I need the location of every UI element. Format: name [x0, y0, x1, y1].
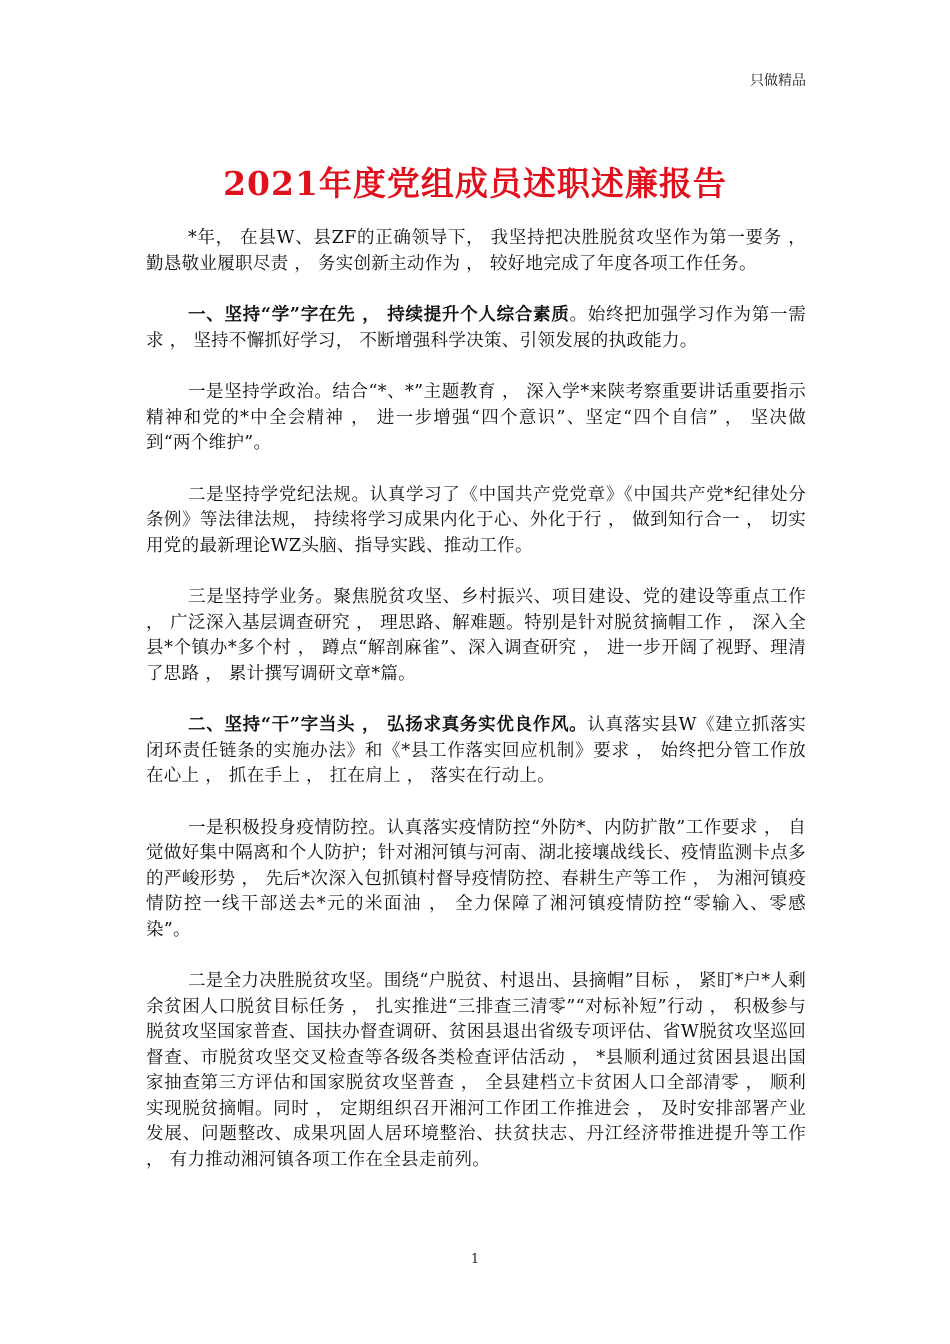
paragraph-section-1	[146, 303, 806, 354]
paragraph-text: 。始终把加强学习作为第一需求 ， 坚持不懈抓好学习， 不断增强科学决策、引领发展的执政能力。	[146, 305, 806, 351]
paragraph-study-business	[146, 585, 806, 687]
paragraph-poverty-alleviation	[146, 969, 806, 1173]
paragraph-text: 一是积极投身疫情防控。认真落实疫情防控“外防*、内防扩散”工作要求 ， 自觉做好集中隔离和个人防护；针对湘河镇与河南、湖北接壤战线长、疫情监测卡点多的严峻形势 ， 先后*次深入包抓镇村督导疫情防控、春耕生产等工作 ， 为湘河镇疫情防控一线干部送去*元的米面油 ， 全力保障了湘河镇疫情防控“零输入、零感染”。	[146, 817, 806, 940]
paragraph-text: 二是全力决胜脱贫攻坚。围绕“户脱贫、村退出、县摘帽”目标 ， 紧盯*户*人剩余贫困人口脱贫目标任务 ， 扎实推进“三排查三清零”“对标补短”行动 ， 积极参与脱贫攻坚国家普查、国扶办督查调研、贫困县退出省级专项评估、省W脱贫攻坚巡回督查、市脱贫攻坚交叉检查等各级各类检查评估活动 ， *县顺利通过贫困县退出国家抽查第三方评估和国家脱贫攻坚普查 ， 全县建档立卡贫困人口全部清零 ， 顺利实现脱贫摘帽。同时 ， 定期组织召开湘河工作团工作推进会 ， 及时安排部署产业发展、问题整改、成果巩固人居环境整治、扶贫扶志、丹江经济带推进提升等工作 ， 有力推动湘河镇各项工作在全县走前列。	[146, 971, 806, 1170]
paragraph-lead: 二、坚持“干”字当头 ， 弘扬求真务实优良作风。	[188, 715, 588, 735]
paragraph-study-regulations	[146, 483, 806, 560]
paragraph-text: 二是坚持学党纪法规。认真学习了《中国共产党党章》《中国共产党*纪律处分条例》等法律法规， 持续将学习成果内化于心、外化于行 ， 做到知行合一 ， 切实用党的最新理论WZ头脑、指导实践、推动工作。	[146, 484, 806, 556]
paragraph-lead: 一、坚持“学”字在先 ， 持续提升个人综合素质	[188, 305, 570, 325]
document-body	[146, 226, 806, 1199]
document-title: 2021年度党组成员述职述廉报告	[223, 164, 727, 203]
paragraph-text: 认真落实县W《建立抓落实闭环责任链条的实施办法》和《*县工作落实回应机制》要求 ， 始终把分管工作放在心上 ， 抓在手上 ， 扛在肩上 ， 落实在行动上。	[146, 715, 806, 786]
page-number: 1	[470, 1252, 480, 1267]
paragraph-study-politics	[146, 380, 806, 457]
header-note: 只做精品	[750, 73, 806, 89]
paragraph-text: 一是坚持学政治。结合“*、*”主题教育 ， 深入学*来陕考察重要讲话重要指示精神和党的*中全会精神 ， 进一步增强“四个意识”、坚定“四个自信” ， 坚决做到“两个维护”。	[146, 382, 806, 453]
paragraph-text: *年， 在县W、县ZF的正确领导下， 我坚持把决胜脱贫攻坚作为第一要务 ， 勤恳敬业履职尽责 ， 务实创新主动作为 ， 较好地完成了年度各项工作任务。	[146, 228, 806, 274]
paragraph-intro	[146, 226, 806, 277]
paragraph-text: 三是坚持学业务。聚焦脱贫攻坚、乡村振兴、项目建设、党的建设等重点工作 ， 广泛深入基层调查研究 ， 理思路、解难题。特别是针对脱贫摘帽工作 ， 深入全县*个镇办*多个村 ， 蹲点“解剖麻雀”、深入调查研究 ， 进一步开阔了视野、理清了思路 ， 累计撰写调研文章*篇。	[146, 587, 806, 684]
paragraph-epidemic-control	[146, 816, 806, 944]
paragraph-section-2	[146, 713, 806, 790]
